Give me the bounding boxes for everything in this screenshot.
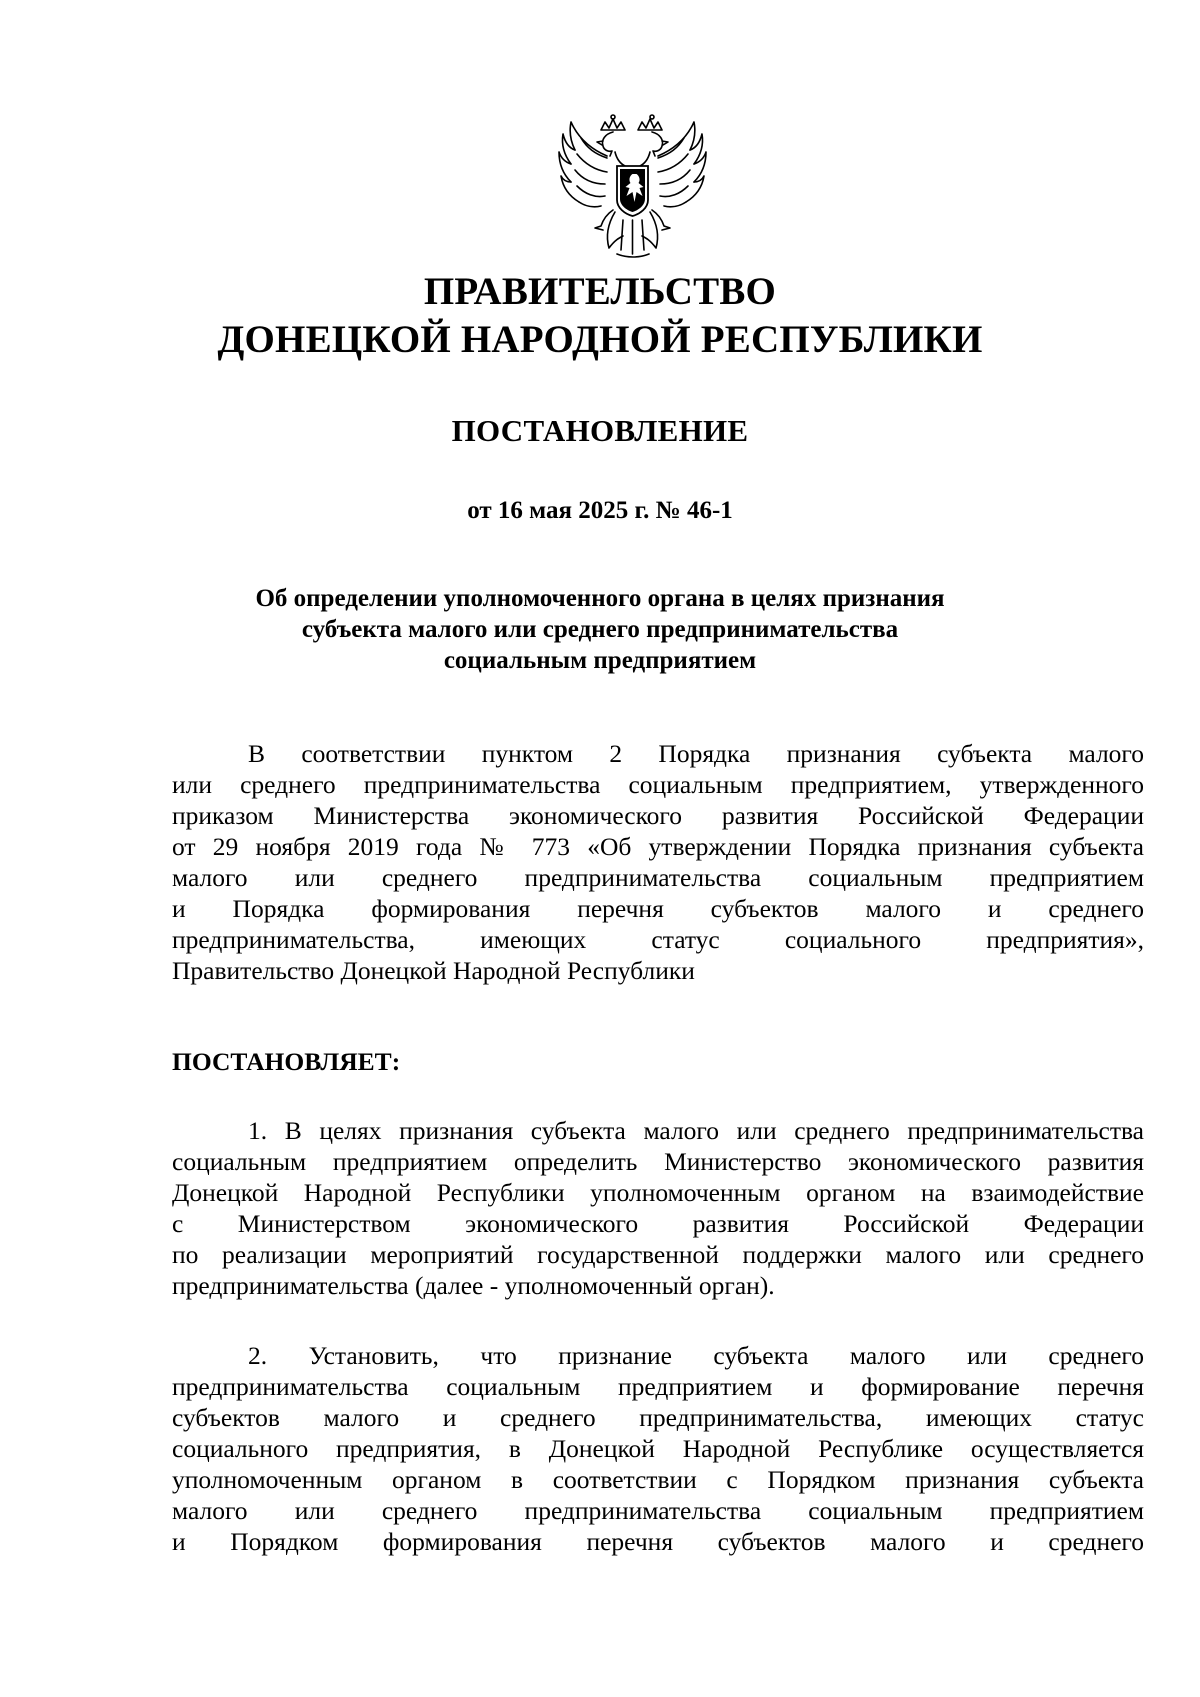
paragraph-line: 2. Установить, что признание субъекта малого или среднего xyxy=(248,1341,1144,1370)
paragraph-line: социальным предприятием определить Министерство экономического развития xyxy=(172,1147,1144,1176)
paragraph-line: и Порядка формирования перечня субъектов малого и среднего xyxy=(172,894,1144,923)
document-subject xyxy=(0,583,1200,676)
paragraph-line: Донецкой Народной Республики уполномоченным органом на взаимодействие xyxy=(172,1178,1144,1207)
org-title-line: ПРАВИТЕЛЬСТВО xyxy=(423,270,777,313)
paragraph-line: по реализации мероприятий государственной поддержки малого или среднего xyxy=(172,1240,1144,1269)
paragraph-line: предпринимательства, имеющих статус социального предприятия», xyxy=(172,925,1144,954)
org-title xyxy=(0,268,1200,364)
paragraph-line: или среднего предпринимательства социальным предприятием, утвержденного xyxy=(172,770,1144,799)
preamble-paragraph xyxy=(172,738,1144,986)
resolves-heading: ПОСТАНОВЛЯЕТ: xyxy=(172,1047,401,1076)
subject-line: субъекта малого или среднего предпринимательства xyxy=(301,616,899,643)
paragraph-line: от 29 ноября 2019 года № 773 «Об утверждении Порядка признания субъекта xyxy=(172,832,1144,861)
paragraph-line: Правительство Донецкой Народной Республики xyxy=(172,956,695,985)
dpr-coat-of-arms-icon xyxy=(555,108,710,260)
paragraph-line: В соответствии пунктом 2 Порядка признания субъекта малого xyxy=(248,739,1144,768)
paragraph-line: малого или среднего предпринимательства социальным предприятием xyxy=(172,863,1144,892)
paragraph-line: предпринимательства социальным предприятием и формирование перечня xyxy=(172,1372,1144,1401)
paragraph-line: с Министерством экономического развития Российской Федерации xyxy=(172,1209,1144,1238)
org-title-line: ДОНЕЦКОЙ НАРОДНОЙ РЕСПУБЛИКИ xyxy=(217,318,983,361)
paragraph-line: и Порядком формирования перечня субъектов малого и среднего xyxy=(172,1527,1144,1556)
document-type: ПОСТАНОВЛЕНИЕ xyxy=(451,413,749,448)
paragraph-line: малого или среднего предпринимательства социальным предприятием xyxy=(172,1496,1144,1525)
paragraph-line: социального предприятия, в Донецкой Народной Республике осуществляется xyxy=(172,1434,1144,1463)
item-1-paragraph xyxy=(172,1115,1144,1301)
subject-line: Об определении уполномоченного органа в целях признания xyxy=(255,585,945,612)
document-date-number: от 16 мая 2025 г. № 46-1 xyxy=(467,497,733,524)
subject-line: социальным предприятием xyxy=(443,647,757,674)
item-2-paragraph xyxy=(172,1340,1144,1557)
paragraph-line: предпринимательства (далее - уполномоченный орган). xyxy=(172,1271,775,1300)
paragraph-line: приказом Министерства экономического развития Российской Федерации xyxy=(172,801,1144,830)
paragraph-line: уполномоченным органом в соответствии с Порядком признания субъекта xyxy=(172,1465,1144,1494)
paragraph-line: 1. В целях признания субъекта малого или среднего предпринимательства xyxy=(248,1116,1144,1145)
paragraph-line: субъектов малого и среднего предпринимательства, имеющих статус xyxy=(172,1403,1144,1432)
